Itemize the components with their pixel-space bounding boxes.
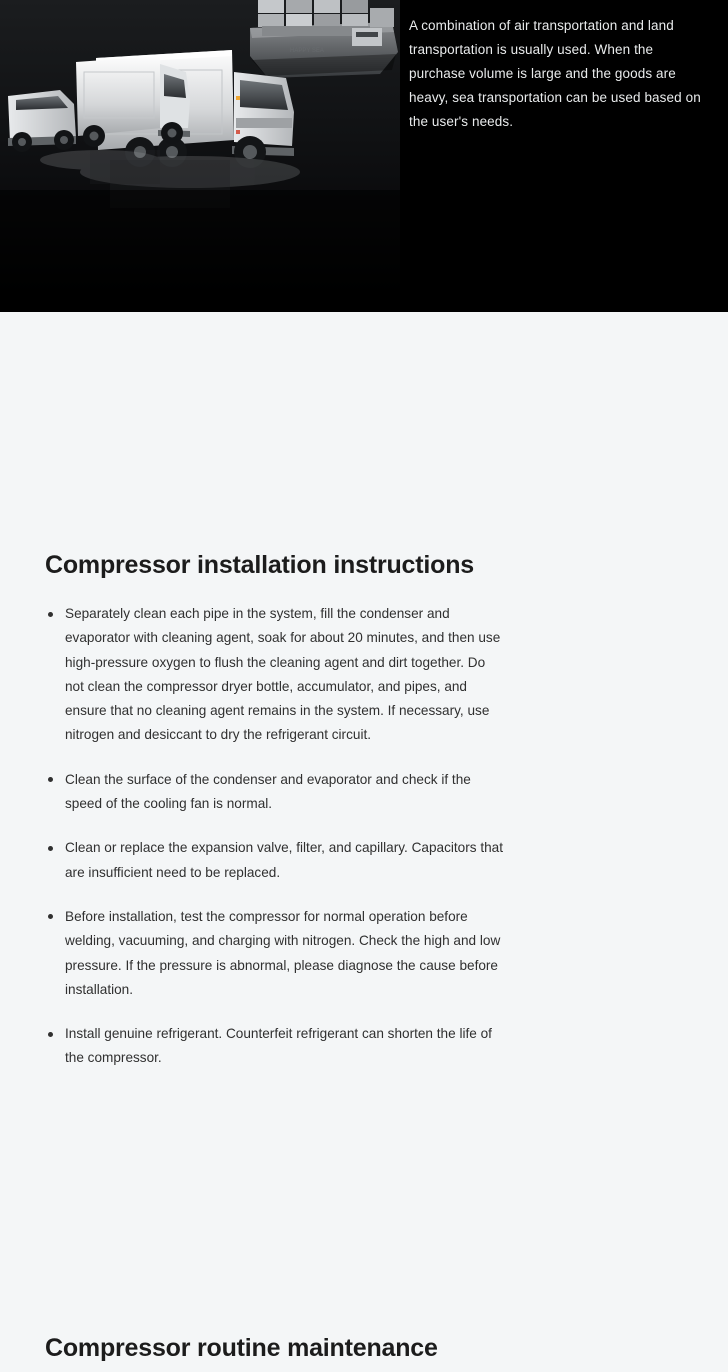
content-area: [0, 312, 728, 1372]
list-item: Clean the surface of the condenser and evaporator and check if the speed of the cooling fan is normal.: [45, 768, 505, 817]
list-item: Install genuine refrigerant. Counterfeit refrigerant can shorten the life of the compressor.: [45, 1022, 505, 1071]
hero-banner: [0, 0, 728, 312]
installation-instructions-list: [45, 602, 505, 1091]
list-item: Clean or replace the expansion valve, filter, and capillary. Capacitors that are insufficient need to be replaced.: [45, 836, 505, 885]
list-item: Before installation, test the compressor for normal operation before welding, vacuuming, and charging with nitrogen. Check the high and low pressure. If the pressure is abnormal, please diagnose the cause before installation.: [45, 905, 505, 1002]
svg-text:HAPPY SEA: HAPPY SEA: [290, 48, 324, 54]
hero-paragraph: A combination of air transportation and land transportation is usually used. When the purchase volume is large and the goods are heavy, sea transportation can be used based on the user's needs.: [409, 17, 701, 129]
list-item: Separately clean each pipe in the system, fill the condenser and evaporator with cleaning agent, soak for about 20 minutes, and then use high-pressure oxygen to flush the cleaning agent and dirt together. Do not clean the compressor dryer bottle, accumulator, and pipes, and ensure that no cleaning agent remains in the system. If necessary, use nitrogen and desiccant to dry the refrigerant circuit.: [45, 602, 505, 748]
section-title-maintenance: Compressor routine maintenance: [45, 1333, 438, 1362]
section-title-installation: Compressor installation instructions: [45, 550, 474, 579]
logistics-photo: [0, 0, 400, 312]
